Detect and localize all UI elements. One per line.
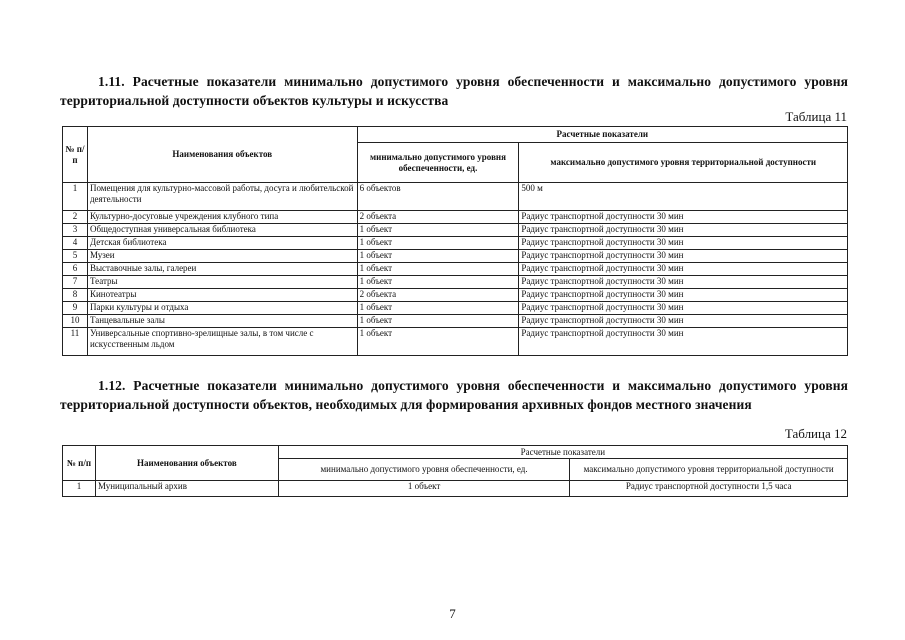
cell-name: Театры [87,276,357,289]
cell-max: Радиус транспортной доступности 30 мин [519,289,848,302]
cell-name: Парки культуры и отдыха [87,302,357,315]
col-header-num: № п/п [63,446,96,481]
cell-num: 11 [63,328,88,356]
cell-name: Помещения для культурно-массовой работы, досуга и любительской деятельности [87,183,357,211]
cell-num: 6 [63,263,88,276]
cell-num: 1 [63,481,96,497]
table-12 [62,445,848,497]
cell-min: 1 объект [357,250,519,263]
col-header-max: максимально допустимого уровня территориальной доступности [519,143,848,183]
table-11 [62,126,848,356]
cell-max: Радиус транспортной доступности 30 мин [519,211,848,224]
table-row [63,289,848,302]
table-row [63,315,848,328]
section-12-heading: 1.12. Расчетные показатели минимально допустимого уровня обеспеченности и максимально допустимого уровня территориальной доступности объектов, необходимых для формирования архивных фондов местного значения [60,378,848,412]
table-row [63,250,848,263]
cell-max: Радиус транспортной доступности 30 мин [519,302,848,315]
table-row [63,328,848,356]
cell-min: 1 объект [357,263,519,276]
col-header-group: Расчетные показатели [357,127,847,143]
cell-min: 1 объект [357,328,519,356]
col-header-min: минимально допустимого уровня обеспеченности, ед. [357,143,519,183]
cell-max: Радиус транспортной доступности 30 мин [519,276,848,289]
table-11-caption: Таблица 11 [785,109,847,124]
cell-num: 3 [63,224,88,237]
cell-min: 1 объект [357,224,519,237]
table-row [63,224,848,237]
cell-num: 8 [63,289,88,302]
cell-name: Кинотеатры [87,289,357,302]
col-header-group: Расчетные показатели [278,446,847,459]
table-row [63,211,848,224]
cell-name: Выставочные залы, галереи [87,263,357,276]
col-header-max: максимально допустимого уровня территориальной доступности [570,459,848,481]
cell-name: Танцевальные залы [87,315,357,328]
cell-name: Общедоступная универсальная библиотека [87,224,357,237]
cell-name: Музеи [87,250,357,263]
section-11-heading: 1.11. Расчетные показатели минимально допустимого уровня обеспеченности и максимально допустимого уровня территориальной доступности объектов культуры и искусства [60,74,848,108]
cell-name: Муниципальный архив [95,481,278,497]
cell-name: Культурно-досуговые учреждения клубного типа [87,211,357,224]
cell-num: 1 [63,183,88,211]
table-row [63,481,848,497]
cell-max: Радиус транспортной доступности 30 мин [519,250,848,263]
cell-num: 10 [63,315,88,328]
cell-num: 2 [63,211,88,224]
cell-max: Радиус транспортной доступности 1,5 часа [570,481,848,497]
table-12-caption: Таблица 12 [784,426,847,441]
cell-max: Радиус транспортной доступности 30 мин [519,263,848,276]
col-header-name: Наименования объектов [95,446,278,481]
col-header-name: Наименования объектов [87,127,357,183]
col-header-num: № п/п [63,127,88,183]
table-row [63,276,848,289]
cell-name: Детская библиотека [87,237,357,250]
cell-max: Радиус транспортной доступности 30 мин [519,328,848,356]
cell-max: Радиус транспортной доступности 30 мин [519,315,848,328]
cell-min: 6 объектов [357,183,519,211]
cell-min: 1 объект [357,315,519,328]
cell-max: Радиус транспортной доступности 30 мин [519,224,848,237]
table-row [63,237,848,250]
page-number: 7 [449,606,456,621]
cell-min: 1 объект [357,276,519,289]
cell-num: 9 [63,302,88,315]
cell-name: Универсальные спортивно-зрелищные залы, в том числе с искусственным льдом [87,328,357,356]
table-row [63,263,848,276]
col-header-min: минимально допустимого уровня обеспеченности, ед. [278,459,570,481]
table-row [63,302,848,315]
cell-min: 1 объект [357,302,519,315]
cell-min: 2 объекта [357,289,519,302]
table-row [63,183,848,211]
cell-max: Радиус транспортной доступности 30 мин [519,237,848,250]
cell-num: 5 [63,250,88,263]
cell-min: 1 объект [357,237,519,250]
cell-num: 7 [63,276,88,289]
cell-min: 1 объект [278,481,570,497]
cell-max: 500 м [519,183,848,211]
cell-num: 4 [63,237,88,250]
cell-min: 2 объекта [357,211,519,224]
